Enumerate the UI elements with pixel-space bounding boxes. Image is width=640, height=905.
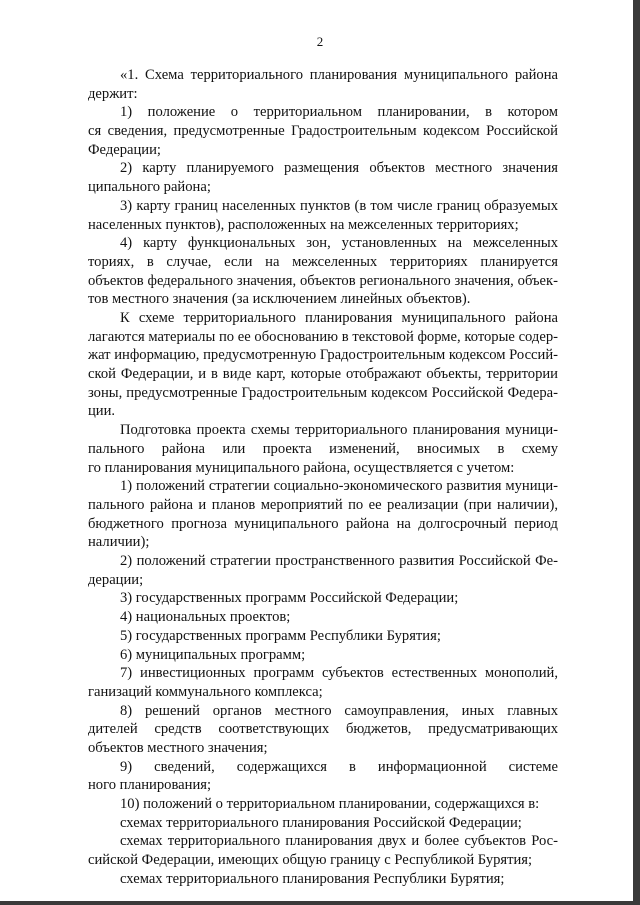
- text-line: 10) положений о территориальном планировании, содержащихся в:: [120, 796, 540, 813]
- text-line: 3) карту границ населенных пунктов (в том числе границ образуемых: [120, 197, 558, 214]
- text-line: 3) государственных программ Российской Федерации;: [120, 590, 459, 607]
- text-line: 8) решений органов местного самоуправления, иных главных: [120, 702, 558, 719]
- text-line: жат информацию, предусмотренную Градостроительным кодексом Россий-: [88, 347, 558, 364]
- text-line: 5) государственных программ Республики Бурятия;: [120, 627, 441, 644]
- text-line: тов местного значения (за исключением линейных объектов).: [88, 291, 471, 308]
- text-line: населенных пунктов), расположенных на межселенных территориях;: [88, 216, 519, 233]
- text-line: объектов местного значения;: [88, 739, 268, 756]
- text-line: ципального района;: [88, 179, 211, 196]
- text-line: ториях, в случае, если на межселенных территориях планируется: [88, 253, 558, 270]
- text-line: схемах территориального планирования Российской Федерации;: [120, 814, 522, 831]
- text-line: сийской Федерации, имеющих общую границу с Республикой Бурятия;: [88, 852, 533, 869]
- text-line: 2) положений стратегии пространственного развития Российской Фе-: [120, 553, 558, 569]
- text-line: 1) положение о территориальном планировании, в котором: [120, 104, 558, 121]
- scan-edge-bottom: [0, 901, 640, 905]
- text-line: дителей средств соответствующих бюджетов, предусматривающих: [88, 721, 558, 738]
- text-line: ганизаций коммунального комплекса;: [88, 683, 323, 700]
- scan-edge-right: [633, 0, 640, 905]
- text-line: лагаются материалы по ее обоснованию в текстовой форме, которые содер-: [88, 328, 558, 345]
- text-line: «1. Схема территориального планирования муниципального района: [120, 67, 558, 83]
- text-line: пального района или проекта изменений, вносимых в схему: [88, 440, 558, 457]
- text-line: наличии);: [88, 534, 150, 551]
- text-line: 4) национальных проектов;: [120, 609, 291, 626]
- text-line: дерации;: [88, 571, 144, 588]
- text-line: 7) инвестиционных программ субъектов естественных монополий,: [120, 665, 558, 682]
- text-line: ской Федерации, и в виде карт, которые отображают объекты, территории: [88, 366, 558, 383]
- text-line: пального района и планов мероприятий по ее реализации (при наличии),: [88, 496, 558, 513]
- text-line: схемах территориального планирования Республики Бурятия;: [120, 870, 505, 887]
- text-line: бюджетного прогноза муниципального района на долгосрочный период: [88, 515, 558, 532]
- document-body: [88, 66, 558, 889]
- text-line: 2) карту планируемого размещения объектов местного значения: [120, 160, 558, 177]
- text-line: схемах территориального планирования двух и более субъектов Рос-: [120, 833, 558, 850]
- text-line: го планирования муниципального района, осуществляется с учетом:: [88, 459, 515, 476]
- text-line: 1) положений стратегии социально-экономического развития муници-: [120, 478, 558, 495]
- text-line: 9) сведений, содержащихся в информационной системе: [120, 758, 558, 775]
- text-line: ции.: [88, 403, 116, 420]
- text-line: ного планирования;: [88, 777, 212, 794]
- text-line: К схеме территориального планирования муниципального района: [120, 310, 558, 327]
- page-number: 2: [316, 34, 324, 49]
- text-line: 4) карту функциональных зон, установленных на межселенных: [120, 235, 558, 252]
- text-line: 6) муниципальных программ;: [120, 646, 306, 663]
- text-line: объектов федерального значения, объектов регионального значения, объек-: [88, 272, 558, 289]
- text-line: Федерации;: [88, 141, 161, 158]
- text-line: ся сведения, предусмотренные Градостроительным кодексом Российской: [88, 123, 558, 140]
- text-line: зоны, предусмотренные Градостроительным кодексом Российской Федера-: [88, 384, 558, 401]
- text-line: держит:: [88, 85, 138, 102]
- text-line: Подготовка проекта схемы территориального планирования муници-: [120, 422, 558, 439]
